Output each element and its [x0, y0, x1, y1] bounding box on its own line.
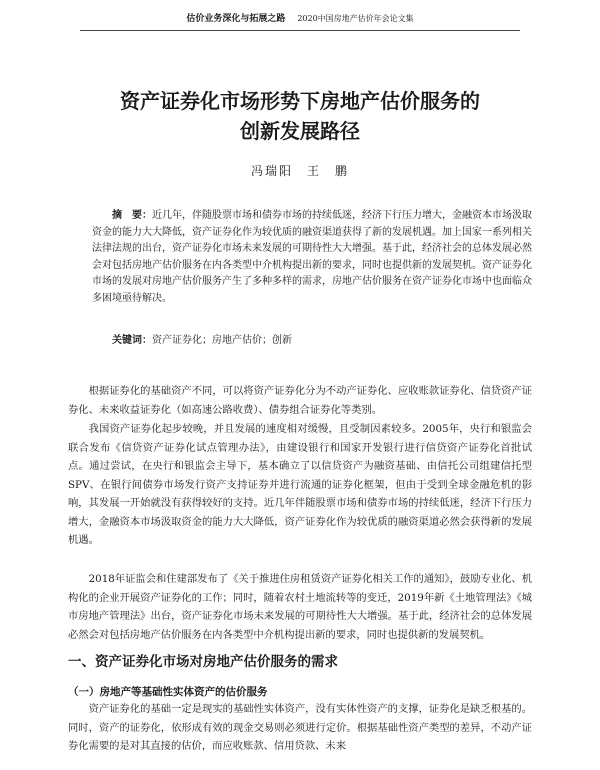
header-rule [80, 30, 520, 31]
keywords [92, 333, 532, 349]
paper-title-line-1: 资产证券化市场形势下房地产估价服务的 [120, 89, 480, 113]
body-paragraph-2: 我国资产证券化起步较晚，并且发展的速度相对缓慢，且受制因素较多。2005年，央行和银监会联合发布《信贷资产证券化试点管理办法》，由建设银行和国家开发银行进行信贷资产证券化首批试点。通过尝试，在央行和银监会主导下，基本确立了以信贷资产为融资基础、由信托公司组建信托型SPV、在银行间债券市场发行资产支持证券并进行流通的证券化框架，但由于受到全球金融危机的影响，其发展一开始就没有获得较好的支持。近几年伴随股票市场和债券市场的持续低迷，经济下行压力增大，金融资本市场汲取资金的能力大大降低，资产证券化作为较优质的融资渠道必然会获得新的发展机遇。 [68, 423, 532, 546]
paper-title-line-2: 创新发展路径 [240, 119, 360, 143]
authors: 冯瑞阳 王 鹏 [250, 164, 349, 178]
keywords-label: 关键词： [112, 335, 152, 346]
abstract-text: 近几年，伴随股票市场和债券市场的持续低迷，经济下行压力增大，金融资本市场汲取资金的能力大大降低，资产证券化作为较优质的融资渠道获得了新的发展机遇。加上国家一系列相关法律法规的出台，资产证券化市场未来发展的可期待性大大增强。基于此，经济社会的总体发展必然会对包括房地产估价服务在内各类型中介机构提出新的要求，同时也提供新的发展契机。资产证券化市场的发展对房地产估价服务产生了多种多样的需求，房地产估价服务在资产证券化市场中也面临众多困境亟待解决。 [92, 210, 532, 304]
subsection-heading-1: （一）房地产等基础性实体资产的估价服务 [68, 686, 268, 698]
body-paragraph-3: 2018年证监会和住建部发布了《关于推进住房租赁资产证券化相关工作的通知》，鼓励专业化、机构化的企业开展资产证券化的工作；同时，随着农村土地流转等的变迁，2019年新《土地管理法》《城市房地产管理法》出台，资产证券化市场未来发展的可期待性大大增强。基于此，经济社会的总体发展必然会对包括房地产估价服务在内各类型中介机构提出新的要求，同时也提供新的发展契机。 [68, 573, 532, 641]
running-header-left: 估价业务深化与拓展之路 [186, 14, 286, 24]
keywords-text: 资产证券化；房地产估价；创新 [152, 335, 292, 346]
abstract [92, 208, 532, 307]
running-header-right: 2020中国房地产估价年会论文集 [297, 14, 414, 23]
body-paragraph-1: 根据证券化的基础资产不同，可以将资产证券化分为不动产证券化、应收账款证券化、信贷资产证券化、未来收益证券化（如高速公路收费）、债券组合证券化等类别。 [68, 385, 532, 416]
running-header [150, 11, 450, 27]
body-paragraph-4: 资产证券化的基础一定是现实的基础性实体资产，没有实体性资产的支撑，证券化是缺乏根基的。同时，资产的证券化，依形成有效的现金交易则必须进行定价。根据基础性资产类型的差异，不动产证券化需要的是对其直接的估价，而应收账款、信用贷款、未来 [68, 703, 532, 752]
abstract-label: 摘 要： [112, 210, 152, 221]
section-heading-1: 一、资产证券化市场对房地产估价服务的需求 [68, 654, 338, 670]
